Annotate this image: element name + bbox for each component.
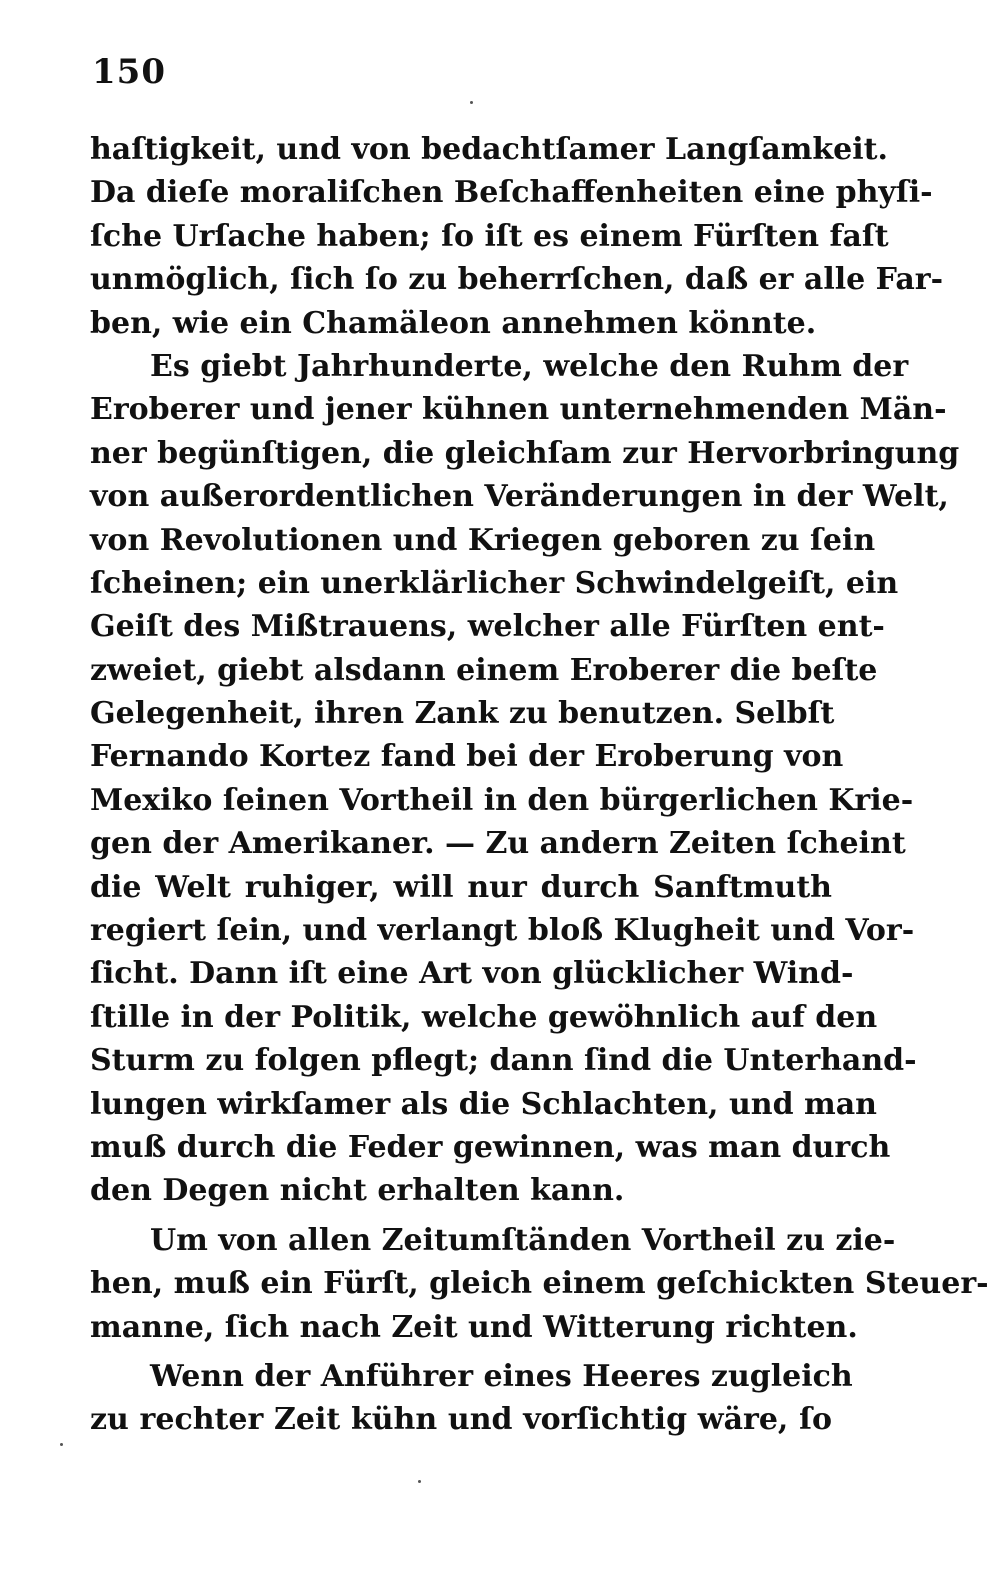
text-line: zu rechter Zeit kühn und vorſichtig wäre, ſo — [90, 1402, 832, 1438]
paragraph — [90, 345, 960, 1213]
text-line: Sturm zu folgen pflegt; dann ſind die Unterhand- — [90, 1043, 917, 1079]
text-line: manne, ſich nach Zeit und Witterung richten. — [90, 1309, 858, 1345]
text-line: Um von allen Zeitumſtänden Vortheil zu zie- — [150, 1222, 896, 1258]
text-line: muß durch die Feder gewinnen, was man durch — [90, 1129, 891, 1165]
text-line: lungen wirkſamer als die Schlachten, und man — [90, 1086, 877, 1122]
text-line: Da dieſe moraliſchen Beſchaffenheiten eine phyſi- — [90, 175, 933, 211]
text-line: ſicht. Dann iſt eine Art von glücklicher Wind- — [90, 956, 854, 992]
text-line: von außerordentlichen Veränderungen in der Welt, — [90, 479, 949, 515]
body-text — [90, 128, 989, 1442]
text-line: haſtigkeit, und von bedachtſamer Langſamkeit. — [90, 132, 888, 167]
text-line: ſcheinen; ein unerklärlicher Schwindelgeiſt, ein — [90, 565, 899, 601]
text-line: Geiſt des Mißtrauens, welcher alle Fürſten ent- — [90, 609, 885, 645]
page-number: 150 — [92, 52, 166, 92]
text-line: ſche Urſache haben; ſo iſt es einem Fürſten faſt — [90, 218, 889, 254]
text-line: zweiet, giebt alsdann einem Eroberer die beſte — [90, 652, 878, 688]
ink-speck — [418, 1480, 421, 1483]
text-line: regiert ſein, und verlangt bloß Klugheit und Vor- — [90, 913, 915, 949]
text-line: von Revolutionen und Kriegen geboren zu ſein — [90, 522, 876, 558]
text-line: den Degen nicht erhalten kann. — [90, 1173, 625, 1209]
text-line: ben, wie ein Chamäleon annehmen könnte. — [90, 305, 817, 341]
text-line: die Welt ruhiger, will nur durch Sanftmuth — [90, 869, 832, 905]
text-line: Wenn der Anführer eines Heeres zugleich — [150, 1358, 853, 1394]
text-line: Mexiko ſeinen Vortheil in den bürgerlichen Krie- — [90, 782, 914, 818]
paragraph — [90, 1355, 853, 1442]
text-line: ner begünſtigen, die gleichſam zur Hervorbringung — [90, 435, 960, 471]
text-line: Eroberer und jener kühnen unternehmenden Män- — [90, 392, 947, 428]
paragraph — [90, 128, 944, 345]
text-line: Gelegenheit, ihren Zank zu benutzen. Selbſt — [90, 696, 835, 732]
ink-speck — [60, 1443, 63, 1446]
text-line: Es giebt Jahrhunderte, welche den Ruhm der — [150, 348, 909, 384]
text-line: gen der Amerikaner. — Zu andern Zeiten ſcheint — [90, 826, 906, 862]
text-line: Fernando Kortez fand bei der Eroberung von — [90, 739, 844, 775]
text-line: hen, muß ein Fürſt, gleich einem geſchickten Steuer- — [90, 1266, 989, 1302]
text-line: ſtille in der Politik, welche gewöhnlich auf den — [90, 999, 878, 1035]
paragraph — [90, 1219, 989, 1349]
ink-speck — [470, 101, 473, 104]
text-line: unmöglich, ſich ſo zu beherrſchen, daß er alle Far- — [90, 262, 944, 298]
